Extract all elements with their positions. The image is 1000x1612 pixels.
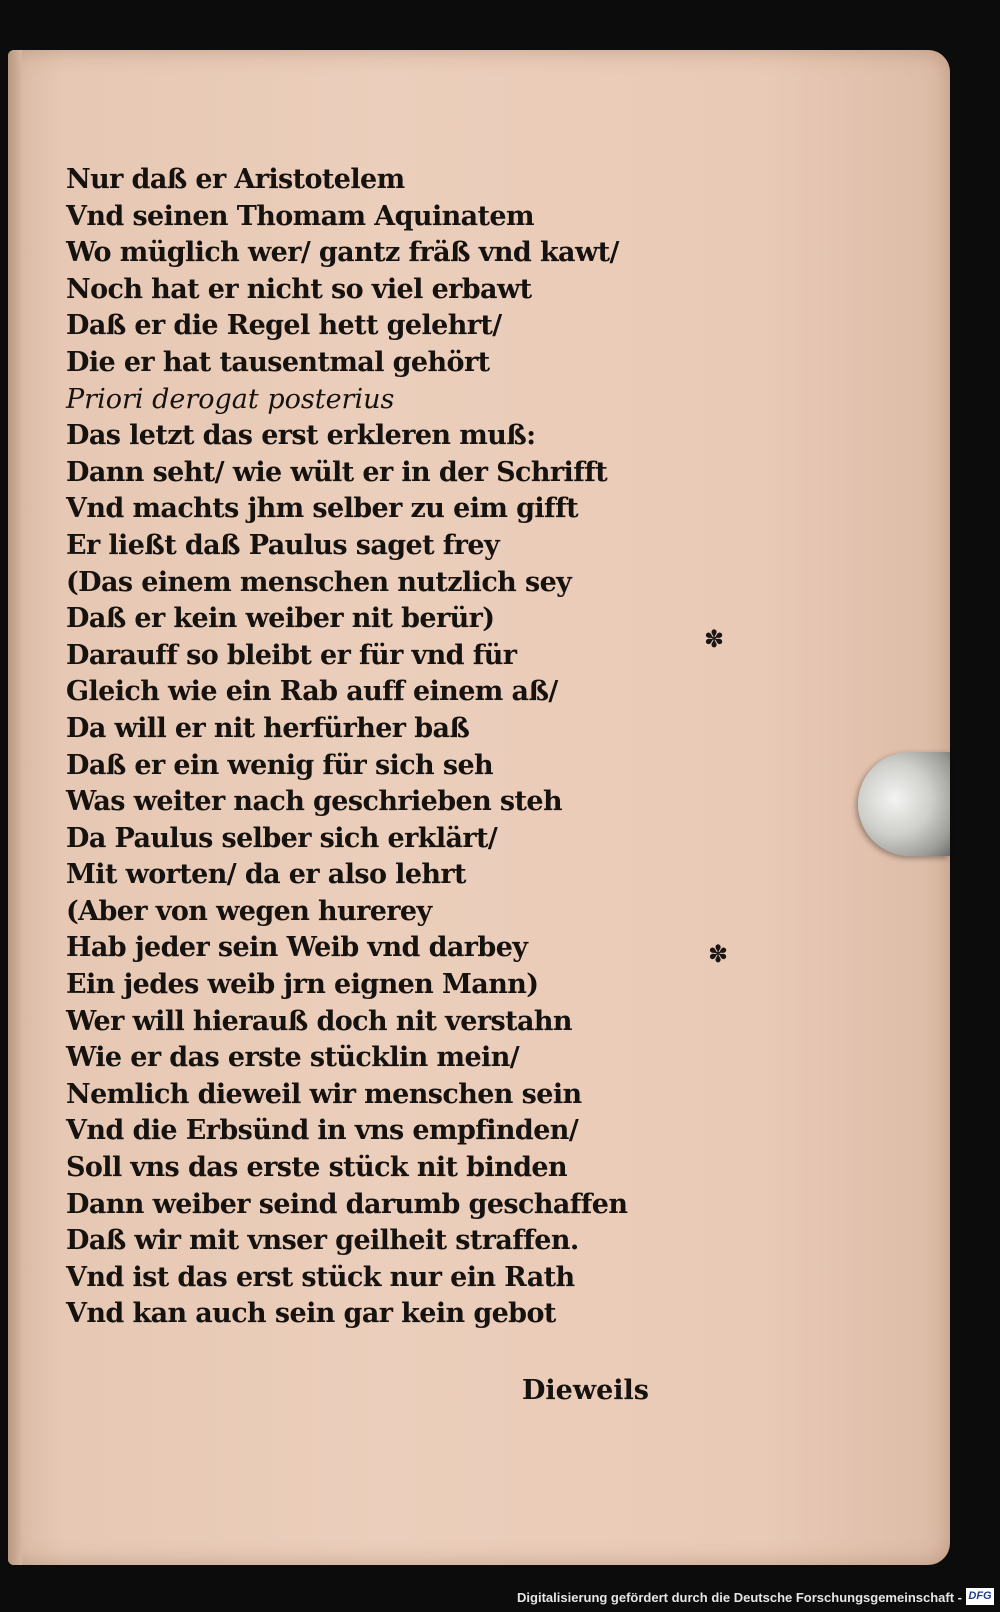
- verse-line: Vnd machts jhm selber zu eim gifft: [66, 493, 578, 525]
- verse-line-latin: Priori derogat posterius: [66, 383, 395, 415]
- verse-line: Mit worten/ da er also lehrt: [66, 859, 466, 891]
- verse-line: Vnd kan auch sein gar kein gebot: [66, 1298, 556, 1330]
- verse-line: Daß er ein wenig für sich seh: [66, 749, 494, 781]
- verse-line: Wie er das erste stücklin mein/: [66, 1042, 520, 1074]
- verse-line: Das letzt das erst erkleren muß:: [66, 420, 536, 452]
- verse-line: Ein jedes weib jrn eignen Mann): [66, 969, 539, 1001]
- verse-line: (Aber von wegen hurerey: [66, 895, 432, 927]
- verse-line: Die er hat tausentmal gehört: [66, 346, 490, 378]
- verse-line: Daß er die Regel hett gelehrt/: [66, 310, 502, 342]
- verse-line: Wer will hierauß doch nit verstahn: [66, 1005, 572, 1037]
- verse-line: Daß er kein weiber nit berür): [66, 603, 495, 635]
- verse-line: Dann weiber seind darumb geschaffen: [66, 1188, 628, 1220]
- verse-line: Vnd seinen Thomam Aquinatem: [66, 200, 534, 232]
- verse-line: Vnd die Erbsünd in vns empfinden/: [66, 1115, 579, 1147]
- verse-line: Hab jeder sein Weib vnd darbey: [66, 932, 528, 964]
- verse-line: Noch hat er nicht so viel erbawt: [66, 273, 532, 305]
- verse-line: Nemlich dieweil wir menschen sein: [66, 1078, 582, 1110]
- verse-line: Vnd ist das erst stück nur ein Rath: [66, 1261, 575, 1293]
- verse-line: Da will er nit herfürher baß: [66, 712, 470, 744]
- margin-mark: ✽: [704, 625, 725, 653]
- verse-line: Dann seht/ wie wült er in der Schrifft: [66, 456, 608, 488]
- verse-text: [66, 162, 627, 1333]
- verse-line: Daß wir mit vnser geilheit straffen.: [66, 1225, 579, 1257]
- dfg-logo: DFG: [966, 1588, 994, 1605]
- page-gutter: [8, 50, 22, 1565]
- verse-line: Da Paulus selber sich erklärt/: [66, 822, 498, 854]
- digitization-credit-bar: [0, 1583, 1000, 1612]
- verse-line: (Das einem menschen nutzlich sey: [66, 566, 572, 598]
- verse-line: Wo müglich wer/ gantz fräß vnd kawt/: [66, 237, 619, 269]
- margin-mark: ✽: [708, 940, 729, 968]
- credit-text: Digitalisierung gefördert durch die Deutsche Forschungsgemeinschaft -: [517, 1590, 962, 1605]
- verse-line: Nur daß er Aristotelem: [66, 164, 405, 195]
- verse-line: Gleich wie ein Rab auff einem aß/: [66, 676, 558, 708]
- verse-line: Was weiter nach geschrieben steh: [66, 786, 562, 818]
- verse-line: Er ließt daß Paulus saget frey: [66, 529, 500, 561]
- verse-line: Darauff so bleibt er für vnd für: [66, 639, 517, 671]
- book-page: [8, 50, 950, 1565]
- catchword: Dieweils: [522, 1375, 649, 1406]
- verse-line: Soll vns das erste stück nit binden: [66, 1152, 568, 1184]
